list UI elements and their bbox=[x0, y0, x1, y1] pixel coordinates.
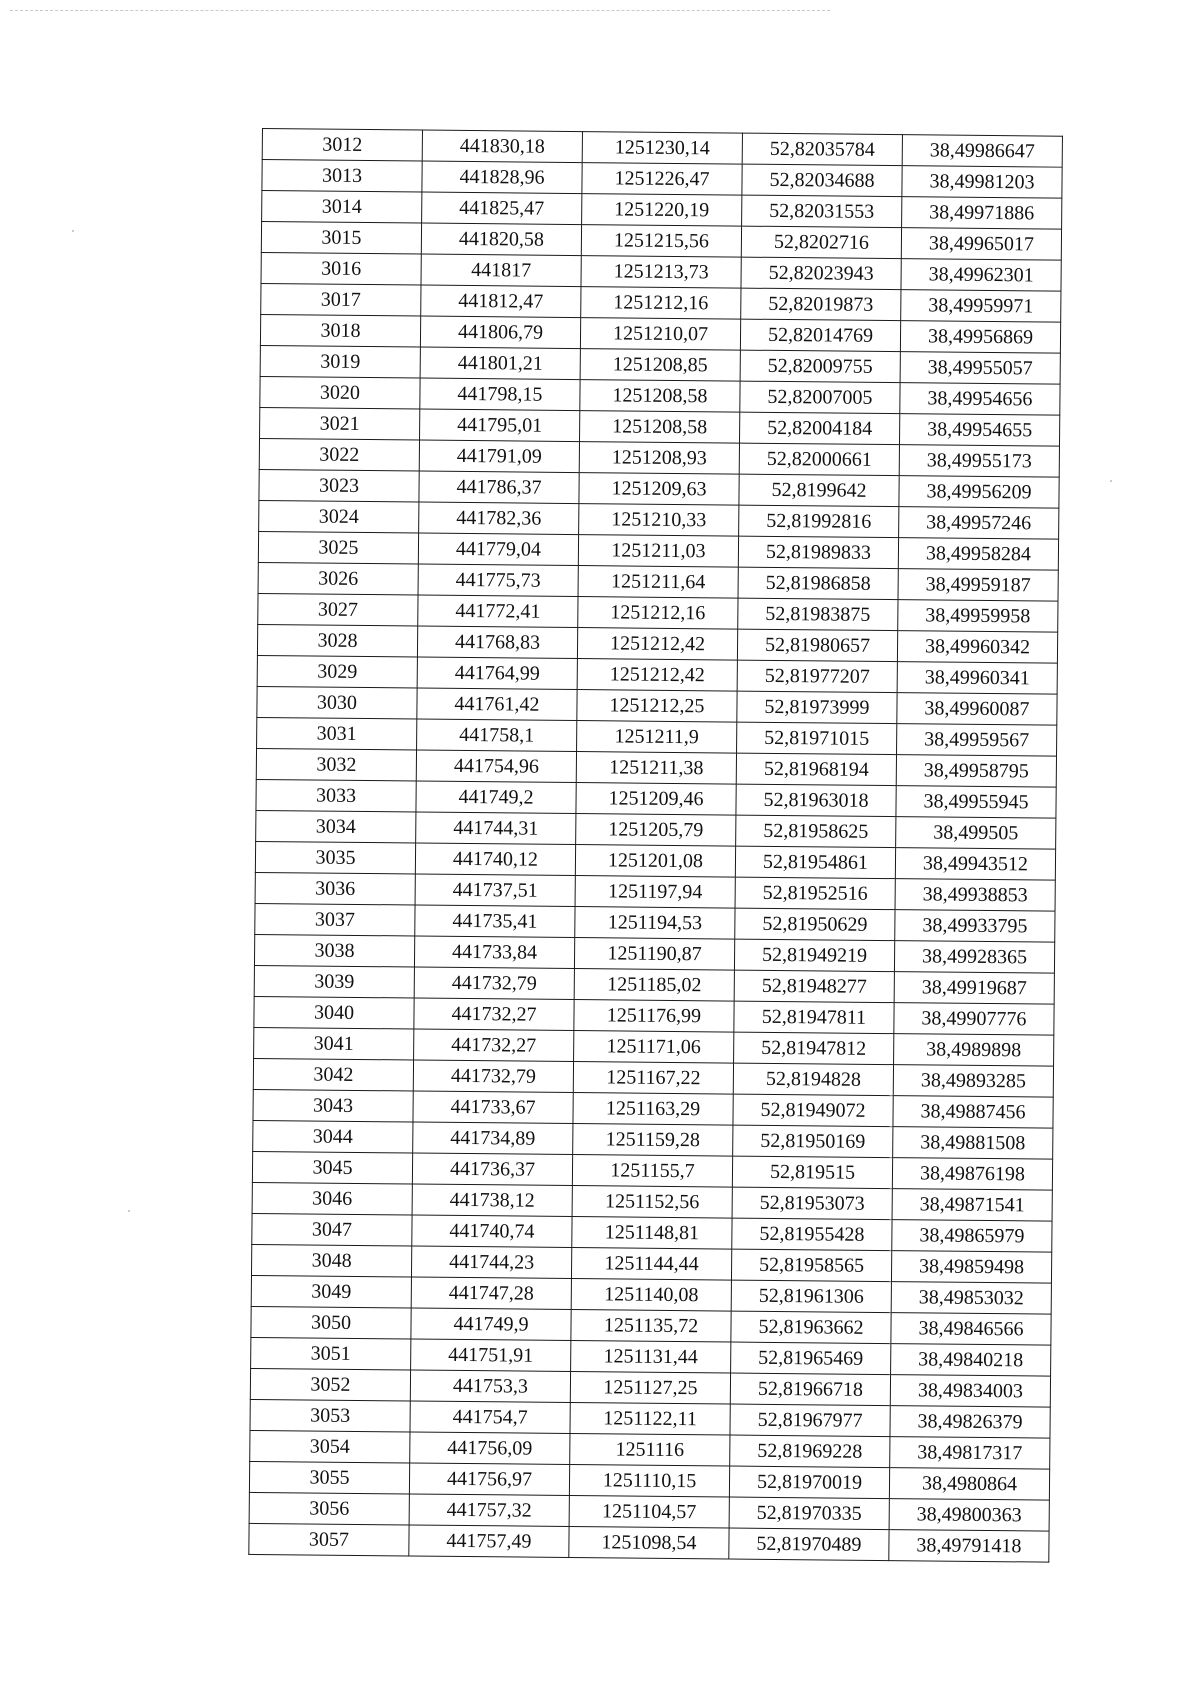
scan-speck bbox=[72, 230, 74, 232]
longitude-cell: 38,49865979 bbox=[892, 1220, 1052, 1253]
longitude-cell: 38,4989898 bbox=[894, 1034, 1054, 1067]
y-coordinate-cell: 1251213,73 bbox=[581, 256, 741, 289]
x-coordinate-cell: 441753,3 bbox=[410, 1370, 570, 1403]
longitude-cell: 38,49962301 bbox=[901, 259, 1061, 292]
latitude-cell: 52,81970019 bbox=[729, 1466, 889, 1499]
x-coordinate-cell: 441733,67 bbox=[413, 1091, 573, 1124]
longitude-cell: 38,4980864 bbox=[889, 1468, 1049, 1501]
point-number-cell: 3035 bbox=[255, 841, 415, 874]
longitude-cell: 38,49853032 bbox=[891, 1282, 1051, 1315]
y-coordinate-cell: 1251122,11 bbox=[570, 1403, 730, 1436]
point-number-cell: 3038 bbox=[254, 934, 414, 967]
latitude-cell: 52,82035784 bbox=[742, 133, 902, 166]
x-coordinate-cell: 441756,09 bbox=[410, 1432, 570, 1465]
point-number-cell: 3014 bbox=[262, 191, 422, 224]
point-number-cell: 3019 bbox=[260, 345, 420, 378]
y-coordinate-cell: 1251152,56 bbox=[572, 1186, 732, 1219]
longitude-cell: 38,49938853 bbox=[895, 879, 1055, 912]
point-number-cell: 3054 bbox=[250, 1430, 410, 1463]
x-coordinate-cell: 441757,49 bbox=[409, 1525, 569, 1558]
y-coordinate-cell: 1251212,25 bbox=[577, 690, 737, 723]
x-coordinate-cell: 441830,18 bbox=[422, 130, 582, 163]
x-coordinate-cell: 441798,15 bbox=[420, 378, 580, 411]
y-coordinate-cell: 1251208,58 bbox=[580, 380, 740, 413]
longitude-cell: 38,499505 bbox=[896, 817, 1056, 850]
latitude-cell: 52,81954861 bbox=[735, 846, 895, 879]
longitude-cell: 38,49960087 bbox=[897, 693, 1057, 726]
point-number-cell: 3052 bbox=[250, 1368, 410, 1401]
latitude-cell: 52,81992816 bbox=[739, 505, 899, 538]
point-number-cell: 3021 bbox=[260, 407, 420, 440]
point-number-cell: 3045 bbox=[252, 1151, 412, 1184]
y-coordinate-cell: 1251212,42 bbox=[577, 628, 737, 661]
y-coordinate-cell: 1251110,15 bbox=[569, 1465, 729, 1498]
y-coordinate-cell: 1251098,54 bbox=[569, 1527, 729, 1560]
latitude-cell: 52,82023943 bbox=[741, 257, 901, 290]
latitude-cell: 52,81949219 bbox=[734, 939, 894, 972]
point-number-cell: 3057 bbox=[249, 1523, 409, 1556]
y-coordinate-cell: 1251131,44 bbox=[571, 1341, 731, 1374]
x-coordinate-cell: 441749,9 bbox=[411, 1308, 571, 1341]
longitude-cell: 38,49954655 bbox=[899, 414, 1059, 447]
latitude-cell: 52,8202716 bbox=[741, 226, 901, 259]
point-number-cell: 3037 bbox=[255, 903, 415, 936]
longitude-cell: 38,49956209 bbox=[899, 476, 1059, 509]
y-coordinate-cell: 1251140,08 bbox=[571, 1279, 731, 1312]
point-number-cell: 3017 bbox=[261, 283, 421, 316]
latitude-cell: 52,81969228 bbox=[730, 1435, 890, 1468]
latitude-cell: 52,81971015 bbox=[737, 722, 897, 755]
x-coordinate-cell: 441761,42 bbox=[417, 688, 577, 721]
longitude-cell: 38,49893285 bbox=[893, 1065, 1053, 1098]
x-coordinate-cell: 441764,99 bbox=[417, 657, 577, 690]
point-number-cell: 3033 bbox=[256, 779, 416, 812]
x-coordinate-cell: 441732,27 bbox=[414, 1029, 574, 1062]
x-coordinate-cell: 441825,47 bbox=[422, 192, 582, 225]
x-coordinate-cell: 441738,12 bbox=[412, 1184, 572, 1217]
x-coordinate-cell: 441737,51 bbox=[415, 874, 575, 907]
y-coordinate-cell: 1251212,16 bbox=[578, 597, 738, 630]
y-coordinate-cell: 1251190,87 bbox=[574, 938, 734, 971]
latitude-cell: 52,81950169 bbox=[733, 1125, 893, 1158]
x-coordinate-cell: 441732,27 bbox=[414, 998, 574, 1031]
y-coordinate-cell: 1251159,28 bbox=[573, 1124, 733, 1157]
x-coordinate-cell: 441740,74 bbox=[412, 1215, 572, 1248]
point-number-cell: 3023 bbox=[259, 469, 419, 502]
x-coordinate-cell: 441734,89 bbox=[413, 1122, 573, 1155]
latitude-cell: 52,819515 bbox=[732, 1156, 892, 1189]
y-coordinate-cell: 1251226,47 bbox=[582, 163, 742, 196]
latitude-cell: 52,81948277 bbox=[734, 970, 894, 1003]
point-number-cell: 3055 bbox=[249, 1461, 409, 1494]
latitude-cell: 52,81953073 bbox=[732, 1187, 892, 1220]
x-coordinate-cell: 441791,09 bbox=[419, 440, 579, 473]
latitude-cell: 52,81952516 bbox=[735, 877, 895, 910]
latitude-cell: 52,82009755 bbox=[740, 350, 900, 383]
x-coordinate-cell: 441736,37 bbox=[412, 1153, 572, 1186]
y-coordinate-cell: 1251210,33 bbox=[579, 504, 739, 537]
y-coordinate-cell: 1251210,07 bbox=[580, 318, 740, 351]
x-coordinate-cell: 441828,96 bbox=[422, 161, 582, 194]
y-coordinate-cell: 1251127,25 bbox=[570, 1372, 730, 1405]
latitude-cell: 52,81968194 bbox=[736, 753, 896, 786]
y-coordinate-cell: 1251211,38 bbox=[576, 752, 736, 785]
longitude-cell: 38,49834003 bbox=[890, 1375, 1050, 1408]
point-number-cell: 3036 bbox=[255, 872, 415, 905]
point-number-cell: 3049 bbox=[251, 1275, 411, 1308]
latitude-cell: 52,82031553 bbox=[742, 195, 902, 228]
longitude-cell: 38,49907776 bbox=[894, 1003, 1054, 1036]
latitude-cell: 52,8199642 bbox=[739, 474, 899, 507]
longitude-cell: 38,49840218 bbox=[891, 1344, 1051, 1377]
x-coordinate-cell: 441744,23 bbox=[411, 1246, 571, 1279]
x-coordinate-cell: 441756,97 bbox=[409, 1463, 569, 1496]
latitude-cell: 52,81970489 bbox=[729, 1528, 889, 1561]
y-coordinate-cell: 1251116 bbox=[570, 1434, 730, 1467]
point-number-cell: 3034 bbox=[256, 810, 416, 843]
x-coordinate-cell: 441786,37 bbox=[419, 471, 579, 504]
latitude-cell: 52,81950629 bbox=[735, 908, 895, 941]
x-coordinate-cell: 441817 bbox=[421, 254, 581, 287]
latitude-cell: 52,81967977 bbox=[730, 1404, 890, 1437]
longitude-cell: 38,49960341 bbox=[897, 662, 1057, 695]
point-number-cell: 3046 bbox=[252, 1182, 412, 1215]
latitude-cell: 52,81955428 bbox=[732, 1218, 892, 1251]
point-number-cell: 3040 bbox=[254, 996, 414, 1029]
x-coordinate-cell: 441754,96 bbox=[416, 750, 576, 783]
point-number-cell: 3051 bbox=[251, 1337, 411, 1370]
point-number-cell: 3029 bbox=[257, 655, 417, 688]
x-coordinate-cell: 441757,32 bbox=[409, 1494, 569, 1527]
longitude-cell: 38,49817317 bbox=[890, 1437, 1050, 1470]
latitude-cell: 52,81989833 bbox=[738, 536, 898, 569]
latitude-cell: 52,81947811 bbox=[734, 1001, 894, 1034]
y-coordinate-cell: 1251104,57 bbox=[569, 1496, 729, 1529]
y-coordinate-cell: 1251220,19 bbox=[582, 194, 742, 227]
scan-speck bbox=[128, 1210, 130, 1212]
point-number-cell: 3056 bbox=[249, 1492, 409, 1525]
y-coordinate-cell: 1251155,7 bbox=[572, 1155, 732, 1188]
point-number-cell: 3020 bbox=[260, 376, 420, 409]
point-number-cell: 3026 bbox=[258, 562, 418, 595]
longitude-cell: 38,49933795 bbox=[895, 910, 1055, 943]
y-coordinate-cell: 1251197,94 bbox=[575, 876, 735, 909]
y-coordinate-cell: 1251167,22 bbox=[573, 1062, 733, 1095]
point-number-cell: 3041 bbox=[254, 1027, 414, 1060]
longitude-cell: 38,49956869 bbox=[900, 321, 1060, 354]
point-number-cell: 3042 bbox=[253, 1058, 413, 1091]
longitude-cell: 38,49971886 bbox=[902, 197, 1062, 230]
latitude-cell: 52,81980657 bbox=[737, 629, 897, 662]
y-coordinate-cell: 1251211,64 bbox=[578, 566, 738, 599]
point-number-cell: 3050 bbox=[251, 1306, 411, 1339]
y-coordinate-cell: 1251211,9 bbox=[577, 721, 737, 754]
longitude-cell: 38,49887456 bbox=[893, 1096, 1053, 1129]
x-coordinate-cell: 441744,31 bbox=[416, 812, 576, 845]
longitude-cell: 38,49954656 bbox=[900, 383, 1060, 416]
point-number-cell: 3048 bbox=[251, 1244, 411, 1277]
point-number-cell: 3025 bbox=[258, 531, 418, 564]
longitude-cell: 38,49981203 bbox=[902, 166, 1062, 199]
x-coordinate-cell: 441751,91 bbox=[411, 1339, 571, 1372]
y-coordinate-cell: 1251163,29 bbox=[573, 1093, 733, 1126]
longitude-cell: 38,49876198 bbox=[892, 1158, 1052, 1191]
x-coordinate-cell: 441795,01 bbox=[420, 409, 580, 442]
longitude-cell: 38,49955173 bbox=[899, 445, 1059, 478]
point-number-cell: 3032 bbox=[256, 748, 416, 781]
y-coordinate-cell: 1251230,14 bbox=[582, 132, 742, 165]
y-coordinate-cell: 1251194,53 bbox=[575, 907, 735, 940]
longitude-cell: 38,49965017 bbox=[901, 228, 1061, 261]
latitude-cell: 52,82007005 bbox=[740, 381, 900, 414]
latitude-cell: 52,81973999 bbox=[737, 691, 897, 724]
point-number-cell: 3013 bbox=[262, 160, 422, 193]
y-coordinate-cell: 1251208,58 bbox=[580, 411, 740, 444]
y-coordinate-cell: 1251211,03 bbox=[578, 535, 738, 568]
point-number-cell: 3028 bbox=[257, 624, 417, 657]
longitude-cell: 38,49959567 bbox=[897, 724, 1057, 757]
latitude-cell: 52,81947812 bbox=[734, 1032, 894, 1065]
longitude-cell: 38,49955057 bbox=[900, 352, 1060, 385]
longitude-cell: 38,49846566 bbox=[891, 1313, 1051, 1346]
y-coordinate-cell: 1251209,63 bbox=[579, 473, 739, 506]
y-coordinate-cell: 1251212,16 bbox=[581, 287, 741, 320]
latitude-cell: 52,82019873 bbox=[741, 288, 901, 321]
point-number-cell: 3018 bbox=[260, 314, 420, 347]
longitude-cell: 38,49955945 bbox=[896, 786, 1056, 819]
point-number-cell: 3012 bbox=[262, 129, 422, 162]
longitude-cell: 38,49859498 bbox=[891, 1251, 1051, 1284]
point-number-cell: 3027 bbox=[258, 593, 418, 626]
longitude-cell: 38,49959187 bbox=[898, 569, 1058, 602]
latitude-cell: 52,82004184 bbox=[739, 412, 899, 445]
y-coordinate-cell: 1251208,93 bbox=[579, 442, 739, 475]
point-number-cell: 3047 bbox=[252, 1213, 412, 1246]
point-number-cell: 3043 bbox=[253, 1089, 413, 1122]
y-coordinate-cell: 1251208,85 bbox=[580, 349, 740, 382]
x-coordinate-cell: 441758,1 bbox=[417, 719, 577, 752]
latitude-cell: 52,82014769 bbox=[740, 319, 900, 352]
y-coordinate-cell: 1251135,72 bbox=[571, 1310, 731, 1343]
x-coordinate-cell: 441733,84 bbox=[414, 936, 574, 969]
latitude-cell: 52,8194828 bbox=[733, 1063, 893, 1096]
x-coordinate-cell: 441749,2 bbox=[416, 781, 576, 814]
x-coordinate-cell: 441775,73 bbox=[418, 564, 578, 597]
longitude-cell: 38,49959958 bbox=[898, 600, 1058, 633]
latitude-cell: 52,81963662 bbox=[731, 1311, 891, 1344]
latitude-cell: 52,81986858 bbox=[738, 567, 898, 600]
longitude-cell: 38,49881508 bbox=[893, 1127, 1053, 1160]
x-coordinate-cell: 441801,21 bbox=[420, 347, 580, 380]
point-number-cell: 3053 bbox=[250, 1399, 410, 1432]
latitude-cell: 52,81970335 bbox=[729, 1497, 889, 1530]
x-coordinate-cell: 441806,79 bbox=[420, 316, 580, 349]
y-coordinate-cell: 1251144,44 bbox=[571, 1248, 731, 1281]
x-coordinate-cell: 441820,58 bbox=[421, 223, 581, 256]
latitude-cell: 52,81966718 bbox=[730, 1373, 890, 1406]
longitude-cell: 38,49928365 bbox=[894, 941, 1054, 974]
longitude-cell: 38,49960342 bbox=[897, 631, 1057, 664]
coordinates-table-body bbox=[249, 129, 1063, 1563]
latitude-cell: 52,81963018 bbox=[736, 784, 896, 817]
x-coordinate-cell: 441768,83 bbox=[417, 626, 577, 659]
x-coordinate-cell: 441740,12 bbox=[415, 843, 575, 876]
latitude-cell: 52,81977207 bbox=[737, 660, 897, 693]
point-number-cell: 3030 bbox=[257, 686, 417, 719]
point-number-cell: 3022 bbox=[259, 438, 419, 471]
latitude-cell: 52,81958565 bbox=[731, 1249, 891, 1282]
coordinates-table bbox=[248, 128, 1063, 1563]
longitude-cell: 38,49958284 bbox=[898, 538, 1058, 571]
longitude-cell: 38,49871541 bbox=[892, 1189, 1052, 1222]
y-coordinate-cell: 1251171,06 bbox=[574, 1031, 734, 1064]
x-coordinate-cell: 441747,28 bbox=[411, 1277, 571, 1310]
longitude-cell: 38,49986647 bbox=[902, 135, 1062, 168]
latitude-cell: 52,81958625 bbox=[736, 815, 896, 848]
x-coordinate-cell: 441735,41 bbox=[415, 905, 575, 938]
longitude-cell: 38,49958795 bbox=[896, 755, 1056, 788]
longitude-cell: 38,49791418 bbox=[889, 1530, 1049, 1563]
point-number-cell: 3016 bbox=[261, 252, 421, 285]
x-coordinate-cell: 441812,47 bbox=[421, 285, 581, 318]
x-coordinate-cell: 441779,04 bbox=[418, 533, 578, 566]
latitude-cell: 52,82034688 bbox=[742, 164, 902, 197]
longitude-cell: 38,49957246 bbox=[899, 507, 1059, 540]
point-number-cell: 3015 bbox=[261, 222, 421, 255]
y-coordinate-cell: 1251209,46 bbox=[576, 783, 736, 816]
scan-speck bbox=[1110, 480, 1112, 482]
y-coordinate-cell: 1251185,02 bbox=[574, 969, 734, 1002]
x-coordinate-cell: 441782,36 bbox=[419, 502, 579, 535]
longitude-cell: 38,49919687 bbox=[894, 972, 1054, 1005]
point-number-cell: 3039 bbox=[254, 965, 414, 998]
scan-edge-line bbox=[10, 10, 830, 11]
latitude-cell: 52,81983875 bbox=[738, 598, 898, 631]
y-coordinate-cell: 1251215,56 bbox=[581, 225, 741, 258]
longitude-cell: 38,49826379 bbox=[890, 1406, 1050, 1439]
y-coordinate-cell: 1251205,79 bbox=[576, 814, 736, 847]
x-coordinate-cell: 441772,41 bbox=[418, 595, 578, 628]
y-coordinate-cell: 1251201,08 bbox=[575, 845, 735, 878]
longitude-cell: 38,49800363 bbox=[889, 1499, 1049, 1532]
y-coordinate-cell: 1251176,99 bbox=[574, 1000, 734, 1033]
x-coordinate-cell: 441732,79 bbox=[413, 1060, 573, 1093]
point-number-cell: 3031 bbox=[257, 717, 417, 750]
latitude-cell: 52,82000661 bbox=[739, 443, 899, 476]
longitude-cell: 38,49959971 bbox=[901, 290, 1061, 323]
latitude-cell: 52,81949072 bbox=[733, 1094, 893, 1127]
latitude-cell: 52,81961306 bbox=[731, 1280, 891, 1313]
x-coordinate-cell: 441754,7 bbox=[410, 1401, 570, 1434]
point-number-cell: 3044 bbox=[253, 1120, 413, 1153]
x-coordinate-cell: 441732,79 bbox=[414, 967, 574, 1000]
longitude-cell: 38,49943512 bbox=[895, 848, 1055, 881]
latitude-cell: 52,81965469 bbox=[731, 1342, 891, 1375]
point-number-cell: 3024 bbox=[259, 500, 419, 533]
y-coordinate-cell: 1251148,81 bbox=[572, 1217, 732, 1250]
y-coordinate-cell: 1251212,42 bbox=[577, 659, 737, 692]
